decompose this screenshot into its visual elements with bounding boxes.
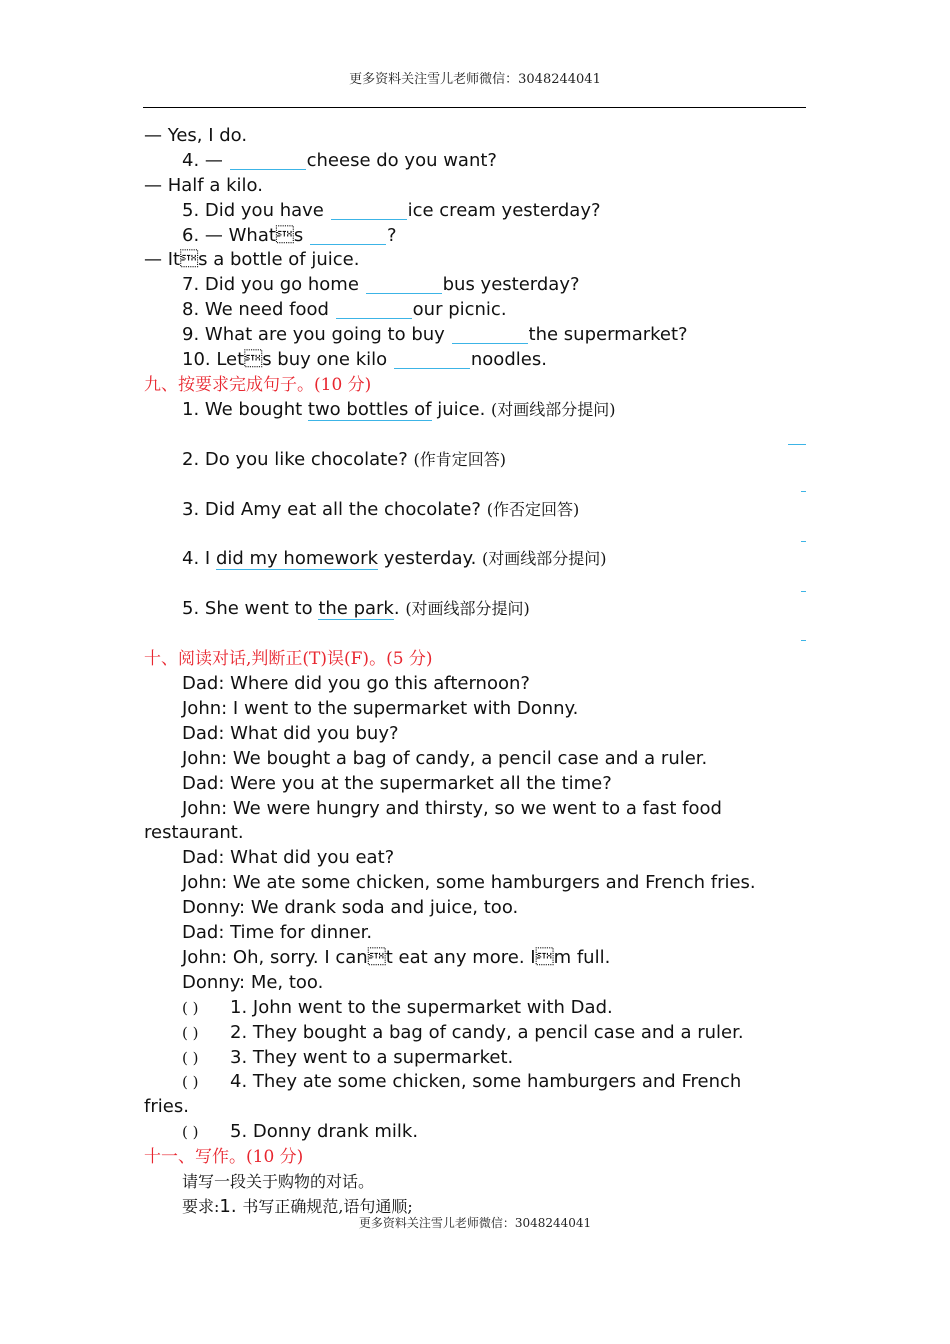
answer-line-mark xyxy=(801,541,806,542)
underlined-phrase: did my homework xyxy=(215,548,379,570)
instruction-note: (对画线部分提问) xyxy=(491,399,616,419)
fill-blank-item: 5. Did you have ice cream yesterday? xyxy=(182,199,601,221)
writing-requirement: 要求:1. 书写正确规范,语句通顺; xyxy=(182,1195,413,1217)
fill-blank-item: 8. We need food our picnic. xyxy=(182,299,507,321)
fill-blank-item: 4. — cheese do you want? xyxy=(182,149,497,171)
dialogue-line: Dad: Where did you go this afternoon? xyxy=(182,673,530,695)
instruction-note: (作肯定回答) xyxy=(413,449,507,469)
transform-item: 2. Do you like chocolate? (作肯定回答) xyxy=(182,448,507,470)
answer-parentheses[interactable]: ( ) xyxy=(182,998,199,1017)
answer-blank[interactable] xyxy=(336,301,412,319)
transform-item: 4. I did my homework yesterday. (对画线部分提问) xyxy=(182,548,607,570)
dialogue-line: Dad: What did you buy? xyxy=(182,722,399,744)
section-11-title: 十一、写作。(10 分) xyxy=(144,1147,304,1168)
dialogue-line: Donny: We drank soda and juice, too. xyxy=(182,897,519,919)
dialogue-line: John: We bought a bag of candy, a pencil case and a ruler. xyxy=(182,747,708,769)
answer-line-mark xyxy=(801,640,806,641)
dialogue-answer-line: — Yes, I do. xyxy=(144,125,248,146)
transform-item: 5. She went to the park. (对画线部分提问) xyxy=(182,598,530,620)
answer-space[interactable] xyxy=(144,473,806,498)
true-false-item: ( ) 4. They ate some chicken, some hamburgers and French xyxy=(144,1070,806,1095)
true-false-continuation: fries. xyxy=(144,1096,189,1118)
page-header: 更多资料关注雪儿老师微信：3048244041 xyxy=(349,72,601,87)
answer-parentheses[interactable]: ( ) xyxy=(182,1023,199,1042)
section-9-items xyxy=(144,398,806,647)
dialogue-line: Dad: Time for dinner. xyxy=(182,922,373,944)
transform-item: 3. Did Amy eat all the chocolate? (作否定回答) xyxy=(182,498,580,520)
document-body xyxy=(144,124,806,1220)
reading-dialogue xyxy=(144,672,806,996)
dialogue-line: John: I went to the supermarket with Donny. xyxy=(182,698,579,720)
fill-blank-item: 10. Lets buy one kilo noodles. xyxy=(182,349,547,371)
answer-parentheses[interactable]: ( ) xyxy=(182,1073,199,1092)
dialogue-line: John: Oh, sorry. I cant eat any more. Im full. xyxy=(182,946,611,968)
header-rule xyxy=(143,107,806,108)
fill-blank-list xyxy=(144,124,806,373)
dialogue-answer-line: — Its a bottle of juice. xyxy=(144,249,360,271)
answer-parentheses[interactable]: ( ) xyxy=(182,1123,199,1142)
fill-blank-item: 7. Did you go home bus yesterday? xyxy=(182,274,580,296)
answer-parentheses[interactable]: ( ) xyxy=(182,1048,199,1067)
answer-line-mark xyxy=(801,591,806,592)
section-10-title: 十、阅读对话,判断正(T)误(F)。(5 分) xyxy=(144,649,433,670)
transform-item: 1. We bought two bottles of juice. (对画线部分提问) xyxy=(182,398,616,420)
dialogue-line: Dad: Were you at the supermarket all the time? xyxy=(182,772,612,794)
true-false-list xyxy=(144,996,806,1145)
answer-space[interactable] xyxy=(144,622,806,647)
underlined-phrase: the park xyxy=(318,598,394,620)
answer-blank[interactable] xyxy=(331,202,407,220)
instruction-note: (作否定回答) xyxy=(486,499,580,519)
answer-space[interactable] xyxy=(144,522,806,547)
dialogue-line: John: We were hungry and thirsty, so we went to a fast food xyxy=(182,797,722,819)
dialogue-line: Dad: What did you eat? xyxy=(182,847,395,869)
dialogue-line: restaurant. xyxy=(144,822,244,844)
answer-blank[interactable] xyxy=(452,326,528,344)
answer-blank[interactable] xyxy=(310,227,386,245)
answer-blank[interactable] xyxy=(230,152,306,170)
instruction-note: (对画线部分提问) xyxy=(405,599,530,619)
answer-space[interactable] xyxy=(144,572,806,597)
answer-line-mark xyxy=(801,491,806,492)
true-false-item: ( ) 5. Donny drank milk. xyxy=(144,1120,806,1145)
dialogue-line: Donny: Me, too. xyxy=(182,971,324,993)
true-false-item: ( ) 2. They bought a bag of candy, a pencil case and a ruler. xyxy=(144,1021,806,1046)
fill-blank-item: 9. What are you going to buy the supermarket? xyxy=(182,324,688,346)
fill-blank-item: 6. — Whats ? xyxy=(182,224,397,246)
answer-blank[interactable] xyxy=(394,351,470,369)
writing-prompt: 请写一段关于购物的对话。 xyxy=(182,1171,375,1191)
answer-space[interactable] xyxy=(144,423,806,448)
answer-blank[interactable] xyxy=(366,276,442,294)
dialogue-answer-line: — Half a kilo. xyxy=(144,174,263,196)
page-footer: 更多资料关注雪儿老师微信：3048244041 xyxy=(358,1216,592,1230)
dialogue-line: John: We ate some chicken, some hamburgers and French fries. xyxy=(182,872,756,894)
answer-line-mark xyxy=(788,444,806,445)
true-false-item: ( ) 3. They went to a supermarket. xyxy=(144,1046,806,1071)
section-9-title: 九、按要求完成句子。(10 分) xyxy=(144,374,372,395)
instruction-note: (对画线部分提问) xyxy=(482,549,607,569)
underlined-phrase: two bottles of xyxy=(307,398,432,420)
true-false-item: ( ) 1. John went to the supermarket with Dad. xyxy=(144,996,806,1021)
